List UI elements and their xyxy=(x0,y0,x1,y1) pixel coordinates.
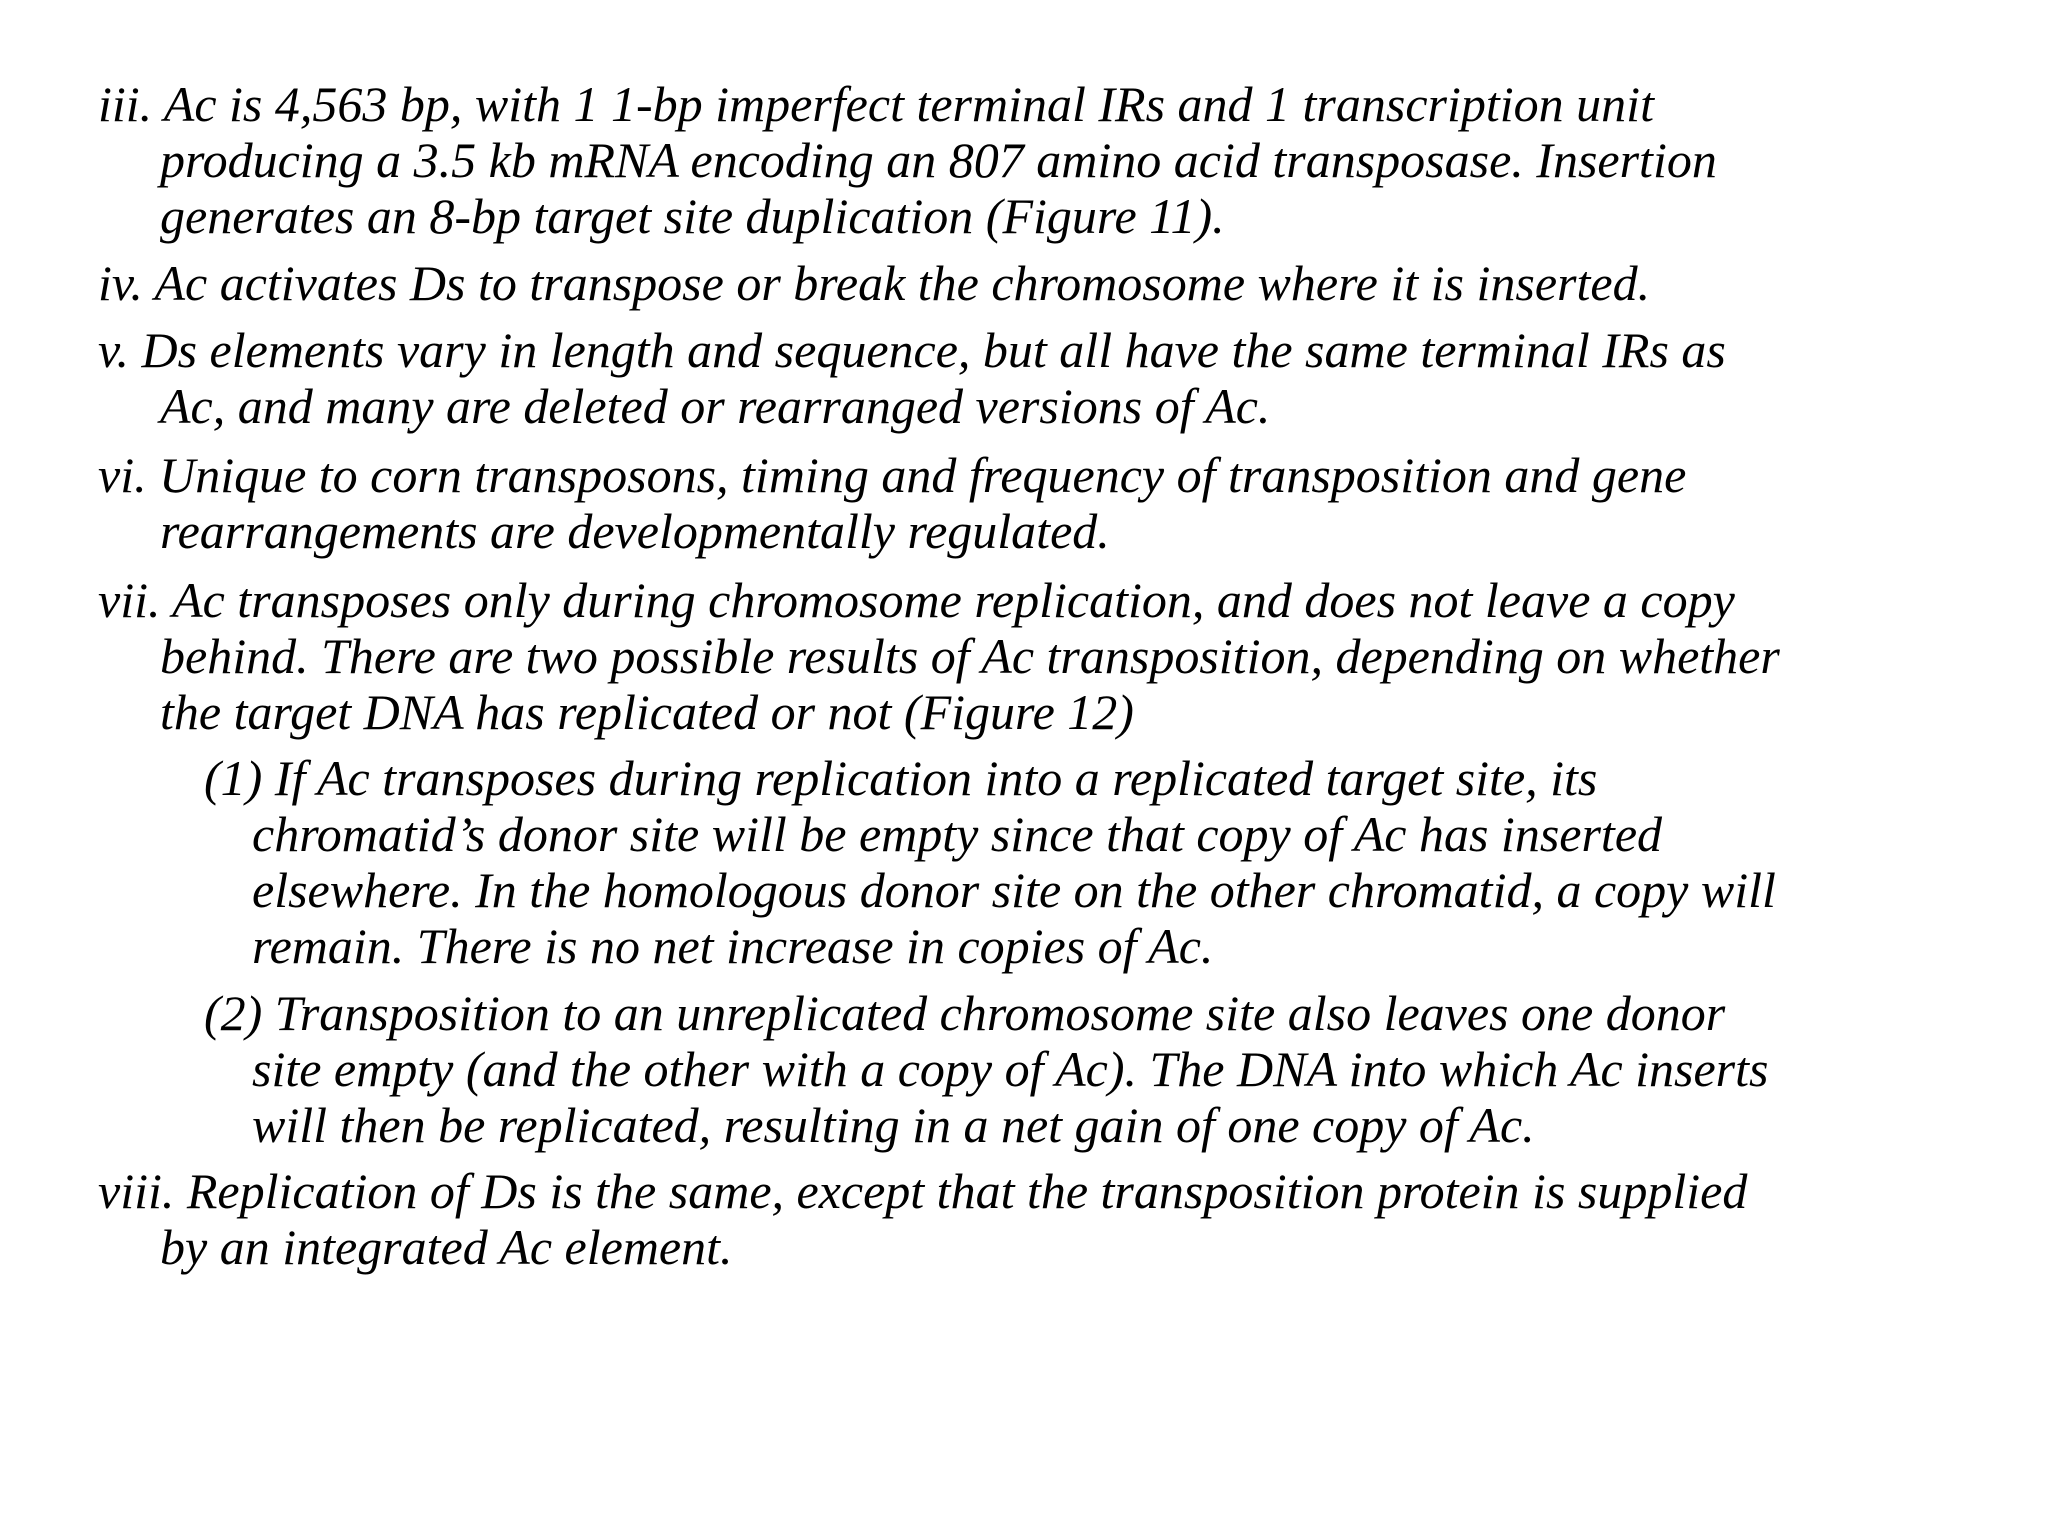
list-item-vi xyxy=(98,447,1686,559)
list-item-vii xyxy=(98,572,1780,740)
sub-item-1-line-3: elsewhere. In the homologous donor site on the other chromatid, a copy will xyxy=(252,862,1776,918)
item-iii-line-2: producing a 3.5 kb mRNA encoding an 807 amino acid transposase. Insertion xyxy=(160,132,1717,188)
sub-item-2-line-1: (2) Transposition to an unreplicated chromosome site also leaves one donor xyxy=(204,985,1726,1041)
item-vii-line-3: the target DNA has replicated or not (Figure 12) xyxy=(160,684,1134,740)
list-item-iii xyxy=(98,76,1717,244)
list-item-v xyxy=(98,322,1726,434)
item-v-line-1: v. Ds elements vary in length and sequence, but all have the same terminal IRs as xyxy=(98,322,1726,378)
sub-item-1-line-4: remain. There is no net increase in copies of Ac. xyxy=(252,918,1214,974)
sub-item-1 xyxy=(204,750,1776,974)
sub-item-1-line-2: chromatid’s donor site will be empty since that copy of Ac has inserted xyxy=(252,806,1663,862)
list-item-viii xyxy=(98,1163,1747,1275)
item-iii-line-3: generates an 8-bp target site duplication (Figure 11). xyxy=(160,188,1225,244)
item-iii-line-1: iii. Ac is 4,563 bp, with 1 1-bp imperfect terminal IRs and 1 transcription unit xyxy=(98,76,1654,132)
item-v-line-2: Ac, and many are deleted or rearranged versions of Ac. xyxy=(160,378,1271,434)
item-vi-line-2: rearrangements are developmentally regulated. xyxy=(160,503,1110,559)
sub-item-1-line-1: (1) If Ac transposes during replication into a replicated target site, its xyxy=(204,750,1598,806)
list-item-iv xyxy=(98,255,1650,311)
sub-item-2-line-2: site empty (and the other with a copy of Ac). The DNA into which Ac inserts xyxy=(252,1041,1769,1097)
item-vii-line-2: behind. There are two possible results of Ac transposition, depending on whether xyxy=(160,628,1780,684)
item-vii-line-1: vii. Ac transposes only during chromosome replication, and does not leave a copy xyxy=(98,572,1735,628)
item-iv-line-1: iv. Ac activates Ds to transpose or break the chromosome where it is inserted. xyxy=(98,255,1651,311)
item-vi-line-1: vi. Unique to corn transposons, timing and frequency of transposition and gene xyxy=(98,447,1687,503)
item-viii-line-2: by an integrated Ac element. xyxy=(160,1219,733,1275)
item-viii-line-1: viii. Replication of Ds is the same, except that the transposition protein is supplied xyxy=(98,1163,1748,1219)
sub-item-2 xyxy=(204,985,1768,1153)
sub-item-2-line-3: will then be replicated, resulting in a net gain of one copy of Ac. xyxy=(252,1097,1535,1153)
